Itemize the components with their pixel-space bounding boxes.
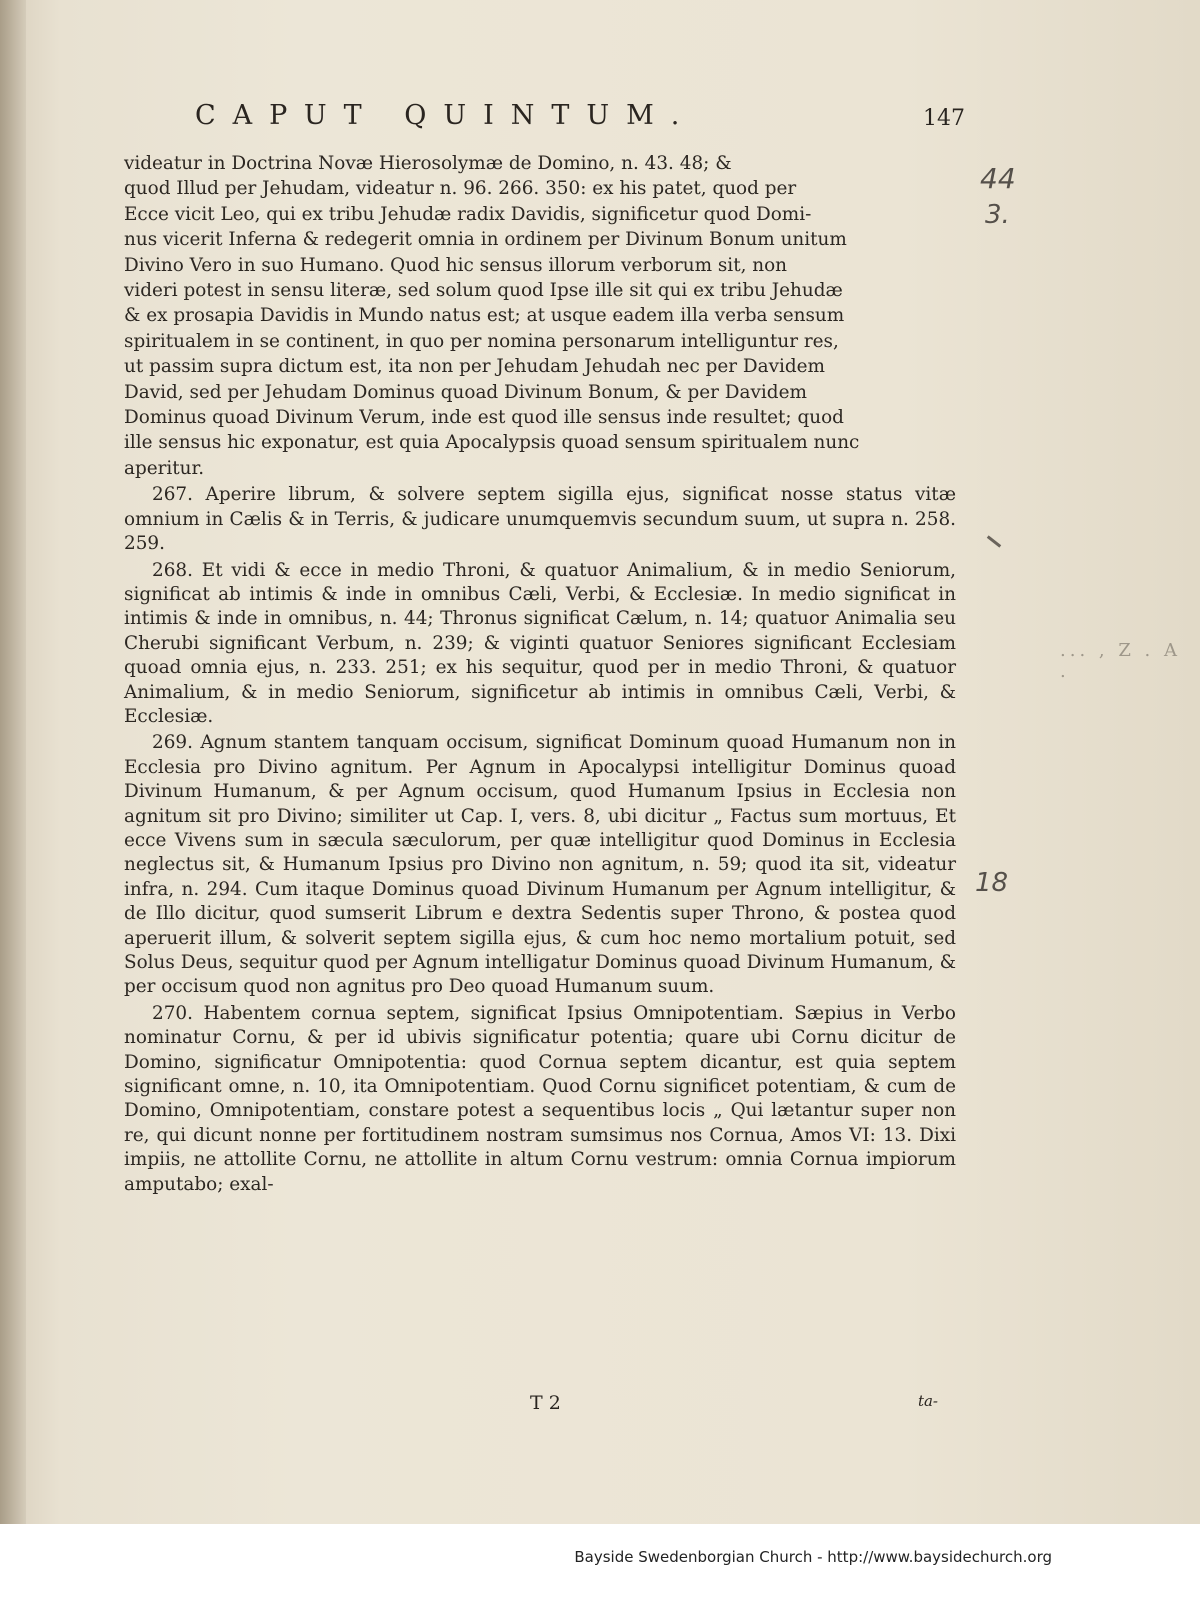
paragraph-268: 268. Et vidi & ecce in medio Throni, & quatuor Animalium, & in medio Seniorum, significat ab intimis & inde in omnibus Cæli, Verbi, & Ecclesiæ. In medio significat in intimis & inde in omnibus, n. 44; Thronus significat Cælum, n. 14; quatuor Animalia seu Cherubi significant Verbum, n. 239; & viginti quatuor Seniores significant Ecclesiam quoad omnia ejus, n. 233. 251; ex his sequitur, quod per in medio Throni, & quatuor Animalium, & in medio Seniorum, significetur ab intimis in omnibus Cæli, Verbi, & Ecclesiæ. xyxy=(124,559,956,727)
footer-band xyxy=(0,1524,1200,1614)
intro-paragraph xyxy=(124,152,956,481)
paragraph-270: 270. Habentem cornua septem, significat Ipsius Omnipotentiam. Sæpius in Verbo nominatur Cornu, & per id ubivis significatur potentia; quare ubi Cornu dicitur de Domino, significatur Omnipotentia: quod Cornua septem dicantur, est quia septem significant omne, n. 10, ita Omnipotentiam. Quod Cornu significet potentiam, & cum de Domino, Omnipotentiam, constare potest a sequentibus locis „ Qui lætantur super non re, qui dicunt nonne per fortitudinem nostram sumsimus nos Cornua, Amos VI: 13. Dixi impiis, ne attollite Cornu, ne attollite in altum Cornu vestrum: omnia Cornua impiorum amputabo; exal- xyxy=(124,1002,956,1195)
bleed-through-marks: ... , Z . A . xyxy=(1060,640,1182,682)
signature-mark: T 2 xyxy=(530,1392,561,1414)
text-line: ille sensus hic exponatur, est quia Apocalypsis quoad sensum spiritualem nunc xyxy=(124,432,860,454)
book-spine-shadow xyxy=(0,0,26,1614)
running-header xyxy=(155,100,965,140)
text-line: quod Illud per Jehudam, videatur n. 96. 266. 350: ex his patet, quod per xyxy=(124,178,797,200)
text-line: Ecce vicit Leo, qui ex tribu Jehudæ radix Davidis, significetur quod Domi- xyxy=(124,203,812,225)
handwritten-note-44: 44 xyxy=(980,162,1016,195)
handwritten-note-18: 18 xyxy=(975,868,1009,898)
text-line: nus vicerit Inferna & redegerit omnia in ordinem per Divinum Bonum unitum xyxy=(124,229,847,251)
text-line: Dominus quoad Divinum Verum, inde est quod ille sensus inde resultet; quod xyxy=(124,407,844,429)
source-watermark: Bayside Swedenborgian Church - http://www.baysidechurch.org xyxy=(574,1548,1052,1566)
handwritten-note-3: 3. xyxy=(985,200,1010,230)
text-line: ut passim supra dictum est, ita non per Jehudam Jehudah nec per Davidem xyxy=(124,356,825,378)
paragraph-269: 269. Agnum stantem tanquam occisum, significat Dominum quoad Humanum non in Ecclesia pro Divino agnitum. Per Agnum in Apocalypsi intelligitur Dominus quoad Divinum Humanum, & per Agnum occisum, quod Humanum Ipsius in Ecclesia non agnitum sit pro Divino; similiter ut Cap. I, vers. 8, ubi dicitur „ Factus sum mortuus, Et ecce Vivens sum in sæcula sæculorum, per quæ intelligitur quod Dominus in Ecclesia neglectus sit, & Humanum Ipsius pro Divino non agnitum, n. 59; quod ita sit, videatur infra, n. 294. Cum itaque Dominus quoad Divinum Humanum per Agnum intelligitur, & de Illo dicitur, quod sumserit Librum e dextra Sedentis super Throno, & postea quod aperuerit illum, & solverit septem sigilla ejus, & cum hoc nemo mortalium potuit, sed Solus Deus, sequitur quod per Agnum intelligatur Dominus quoad Divinum Humanum, & per occisum quod non agnitus pro Deo quoad Humanum suum. xyxy=(124,732,956,998)
text-line: spiritualem in se continent, in quo per nomina personarum intelliguntur res, xyxy=(124,330,839,352)
pencil-tick-mark xyxy=(987,535,1001,547)
text-line: David, sed per Jehudam Dominus quoad Divinum Bonum, & per Davidem xyxy=(124,381,807,403)
text-line: Divino Vero in suo Humano. Quod hic sensus illorum verborum sit, non xyxy=(124,254,788,276)
catchword: ta- xyxy=(917,1392,938,1410)
text-line: videatur in Doctrina Novæ Hierosolymæ de Domino, n. 43. 48; & xyxy=(124,153,732,174)
body-text xyxy=(124,152,956,1198)
paragraph-267: 267. Aperire librum, & solvere septem sigilla ejus, significat nosse status vitæ omnium in Cælis & in Terris, & judicare unumquemvis secundum suum, ut supra n. 258. 259. xyxy=(124,484,956,555)
page-number: 147 xyxy=(923,106,965,131)
chapter-title: CAPUT QUINTUM. xyxy=(195,100,697,131)
text-line: videri potest in sensu literæ, sed solum quod Ipse ille sit qui ex tribu Jehudæ xyxy=(124,280,843,302)
text-line: & ex prosapia Davidis in Mundo natus est; at usque eadem illa verba sensum xyxy=(124,305,845,327)
text-line: aperitur. xyxy=(124,457,205,479)
